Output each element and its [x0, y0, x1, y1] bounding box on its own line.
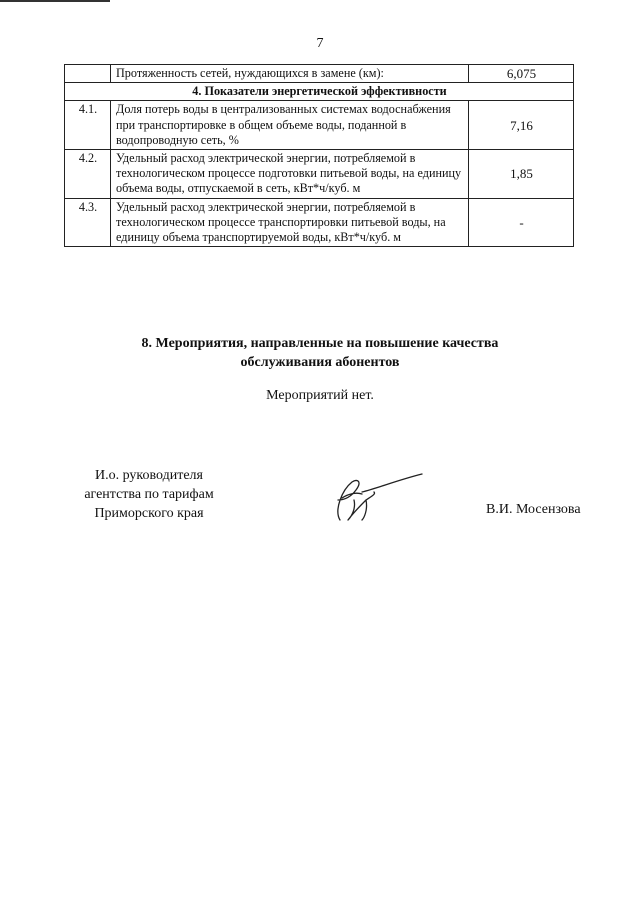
table-section-row — [65, 83, 574, 101]
section-heading-line1: 8. Мероприятия, направленные на повышение качества — [141, 336, 499, 351]
signatory-title-line2: агентства по тарифам — [84, 487, 214, 502]
row-number — [65, 65, 111, 83]
row-label: Доля потерь воды в централизованных системах водоснабжения при транспортировке в общем объеме воды, поданной в водопроводную сеть, % — [111, 101, 469, 150]
row-label: Протяженность сетей, нуждающихся в замене (км): — [111, 65, 469, 83]
section-title: 4. Показатели энергетической эффективности — [65, 83, 574, 101]
signatory-title — [54, 466, 244, 523]
table-row — [65, 198, 574, 247]
page-number: 7 — [316, 36, 324, 51]
section-heading-line2: обслуживания абонентов — [240, 355, 400, 370]
table-row — [65, 101, 574, 150]
table-row — [65, 150, 574, 199]
row-value: 6,075 — [469, 65, 574, 83]
signatory-name: В.И. Мосензова — [486, 502, 581, 517]
row-number: 4.1. — [65, 101, 111, 150]
section-note: Мероприятий нет. — [266, 388, 374, 403]
row-label: Удельный расход электрической энергии, потребляемой в технологическом процессе транспортировки питьевой воды, на единицу объема транспортируемой воды, кВт*ч/куб. м — [111, 198, 469, 247]
row-number: 4.2. — [65, 150, 111, 199]
signatory-title-line3: Приморского края — [94, 506, 204, 521]
scan-edge-line — [0, 0, 110, 2]
signatory-title-line1: И.о. руководителя — [94, 468, 203, 483]
row-value: 7,16 — [469, 101, 574, 150]
row-value: - — [469, 198, 574, 247]
row-value: 1,85 — [469, 150, 574, 199]
handwritten-signature — [318, 470, 428, 526]
row-number: 4.3. — [65, 198, 111, 247]
section-heading — [0, 334, 640, 372]
indicators-table — [64, 64, 574, 247]
table-row — [65, 65, 574, 83]
row-label: Удельный расход электрической энергии, потребляемой в технологическом процессе подготовки питьевой воды, на единицу объема воды, отпускаемой в сеть, кВт*ч/куб. м — [111, 150, 469, 199]
